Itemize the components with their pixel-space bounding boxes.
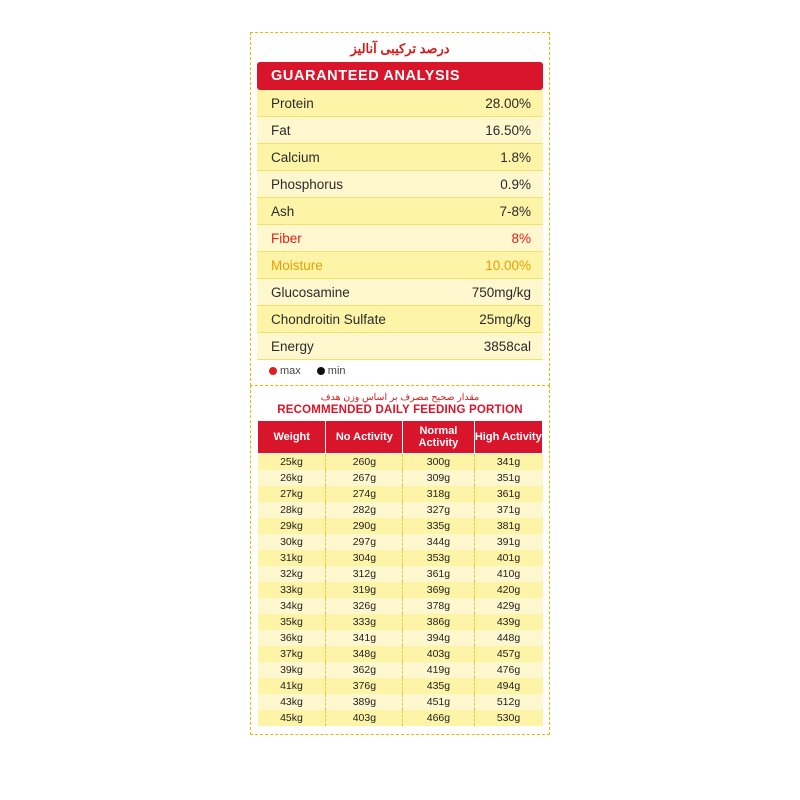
table-row — [258, 518, 543, 534]
analysis-label: Energy — [271, 338, 314, 354]
cell-normal-activity: 466g — [403, 710, 474, 726]
table-row — [258, 646, 543, 662]
cell-no-activity: 304g — [326, 550, 403, 566]
analysis-row — [257, 306, 543, 333]
feeding-table — [257, 420, 543, 726]
table-row — [258, 614, 543, 630]
cell-no-activity: 312g — [326, 566, 403, 582]
cell-normal-activity: 435g — [403, 678, 474, 694]
table-row — [258, 470, 543, 486]
analysis-value: 25mg/kg — [479, 311, 531, 327]
cell-weight: 29kg — [258, 518, 326, 534]
cell-high-activity: 341g — [474, 454, 542, 471]
analysis-value: 28.00% — [485, 95, 531, 111]
cell-high-activity: 410g — [474, 566, 542, 582]
analysis-row — [257, 225, 543, 252]
cell-no-activity: 297g — [326, 534, 403, 550]
analysis-label: Protein — [271, 95, 314, 111]
analysis-row — [257, 144, 543, 171]
table-row — [258, 710, 543, 726]
cell-normal-activity: 344g — [403, 534, 474, 550]
analysis-legend — [257, 360, 543, 377]
guaranteed-analysis-panel — [250, 32, 550, 386]
table-row — [258, 678, 543, 694]
cell-normal-activity: 394g — [403, 630, 474, 646]
cell-no-activity: 326g — [326, 598, 403, 614]
cell-weight: 31kg — [258, 550, 326, 566]
table-row — [258, 630, 543, 646]
cell-normal-activity: 361g — [403, 566, 474, 582]
table-row — [258, 454, 543, 471]
cell-no-activity: 403g — [326, 710, 403, 726]
cell-high-activity: 530g — [474, 710, 542, 726]
cell-no-activity: 389g — [326, 694, 403, 710]
cell-high-activity: 420g — [474, 582, 542, 598]
cell-weight: 43kg — [258, 694, 326, 710]
analysis-label: Fat — [271, 122, 291, 138]
analysis-row — [257, 171, 543, 198]
column-header-weight: Weight — [258, 421, 326, 454]
cell-weight: 30kg — [258, 534, 326, 550]
cell-weight: 34kg — [258, 598, 326, 614]
cell-high-activity: 391g — [474, 534, 542, 550]
cell-normal-activity: 419g — [403, 662, 474, 678]
cell-no-activity: 290g — [326, 518, 403, 534]
cell-weight: 26kg — [258, 470, 326, 486]
column-header-high-activity: High Activity — [474, 421, 542, 454]
analysis-label: Phosphorus — [271, 176, 344, 192]
cell-no-activity: 341g — [326, 630, 403, 646]
cell-no-activity: 376g — [326, 678, 403, 694]
cell-normal-activity: 300g — [403, 454, 474, 471]
cell-no-activity: 319g — [326, 582, 403, 598]
table-row — [258, 550, 543, 566]
analysis-label: Calcium — [271, 149, 320, 165]
analysis-value: 7-8% — [499, 203, 531, 219]
cell-high-activity: 429g — [474, 598, 542, 614]
legend-min — [317, 365, 346, 377]
analysis-label: Fiber — [271, 230, 302, 246]
analysis-value: 10.00% — [485, 257, 531, 273]
feeding-title: RECOMMENDED DAILY FEEDING PORTION — [277, 404, 523, 416]
analysis-label: Glucosamine — [271, 284, 350, 300]
cell-high-activity: 439g — [474, 614, 542, 630]
analysis-label: Moisture — [271, 257, 323, 273]
cell-high-activity: 448g — [474, 630, 542, 646]
feeding-table-body — [258, 454, 543, 727]
guaranteed-analysis-rows — [257, 90, 543, 360]
cell-high-activity: 494g — [474, 678, 542, 694]
table-row — [258, 566, 543, 582]
cell-weight: 32kg — [258, 566, 326, 582]
legend-max — [269, 365, 301, 377]
cell-high-activity: 371g — [474, 502, 542, 518]
analysis-value: 8% — [511, 230, 531, 246]
cell-weight: 41kg — [258, 678, 326, 694]
cell-normal-activity: 335g — [403, 518, 474, 534]
cell-normal-activity: 327g — [403, 502, 474, 518]
guaranteed-analysis-farsi-title: درصد ترکیبی آنالیز — [350, 41, 450, 56]
cell-high-activity: 457g — [474, 646, 542, 662]
cell-weight: 33kg — [258, 582, 326, 598]
cell-normal-activity: 403g — [403, 646, 474, 662]
cell-normal-activity: 386g — [403, 614, 474, 630]
table-row — [258, 662, 543, 678]
cell-no-activity: 362g — [326, 662, 403, 678]
cell-normal-activity: 309g — [403, 470, 474, 486]
cell-high-activity: 476g — [474, 662, 542, 678]
analysis-row — [257, 279, 543, 306]
cell-high-activity: 401g — [474, 550, 542, 566]
cell-weight: 28kg — [258, 502, 326, 518]
feeding-portion-panel — [250, 385, 550, 735]
table-row — [258, 534, 543, 550]
cell-weight: 39kg — [258, 662, 326, 678]
cell-weight: 37kg — [258, 646, 326, 662]
table-row — [258, 502, 543, 518]
cell-no-activity: 267g — [326, 470, 403, 486]
analysis-value: 750mg/kg — [471, 284, 531, 300]
cell-no-activity: 282g — [326, 502, 403, 518]
legend-max-label: max — [280, 365, 301, 377]
cell-weight: 36kg — [258, 630, 326, 646]
max-dot-icon — [269, 367, 277, 375]
cell-no-activity: 348g — [326, 646, 403, 662]
min-dot-icon — [317, 367, 325, 375]
cell-no-activity: 260g — [326, 454, 403, 471]
analysis-value: 16.50% — [485, 122, 531, 138]
table-row — [258, 582, 543, 598]
cell-normal-activity: 318g — [403, 486, 474, 502]
cell-normal-activity: 451g — [403, 694, 474, 710]
cell-weight: 27kg — [258, 486, 326, 502]
cell-no-activity: 333g — [326, 614, 403, 630]
cell-high-activity: 351g — [474, 470, 542, 486]
cell-normal-activity: 378g — [403, 598, 474, 614]
cell-high-activity: 512g — [474, 694, 542, 710]
column-header-normal-activity: Normal Activity — [403, 421, 474, 454]
cell-high-activity: 361g — [474, 486, 542, 502]
table-row — [258, 486, 543, 502]
analysis-label: Ash — [271, 203, 295, 219]
cell-normal-activity: 369g — [403, 582, 474, 598]
cell-high-activity: 381g — [474, 518, 542, 534]
cell-weight: 25kg — [258, 454, 326, 471]
analysis-row — [257, 90, 543, 117]
feeding-table-header-row — [258, 421, 543, 454]
table-row — [258, 598, 543, 614]
table-row — [258, 694, 543, 710]
cell-no-activity: 274g — [326, 486, 403, 502]
analysis-value: 1.8% — [500, 149, 531, 165]
analysis-value: 0.9% — [500, 176, 531, 192]
analysis-row — [257, 333, 543, 360]
cell-weight: 35kg — [258, 614, 326, 630]
cell-normal-activity: 353g — [403, 550, 474, 566]
analysis-row — [257, 198, 543, 225]
cell-weight: 45kg — [258, 710, 326, 726]
analysis-row — [257, 252, 543, 279]
analysis-label: Chondroitin Sulfate — [271, 311, 386, 327]
feeding-farsi-title: مقدار صحیح مصرف بر اساس وزن هدف — [320, 392, 480, 403]
legend-min-label: min — [327, 365, 346, 377]
guaranteed-analysis-header: GUARANTEED ANALYSIS — [257, 62, 543, 90]
column-header-no-activity: No Activity — [326, 421, 403, 454]
analysis-value: 3858cal — [483, 338, 531, 354]
analysis-row — [257, 117, 543, 144]
